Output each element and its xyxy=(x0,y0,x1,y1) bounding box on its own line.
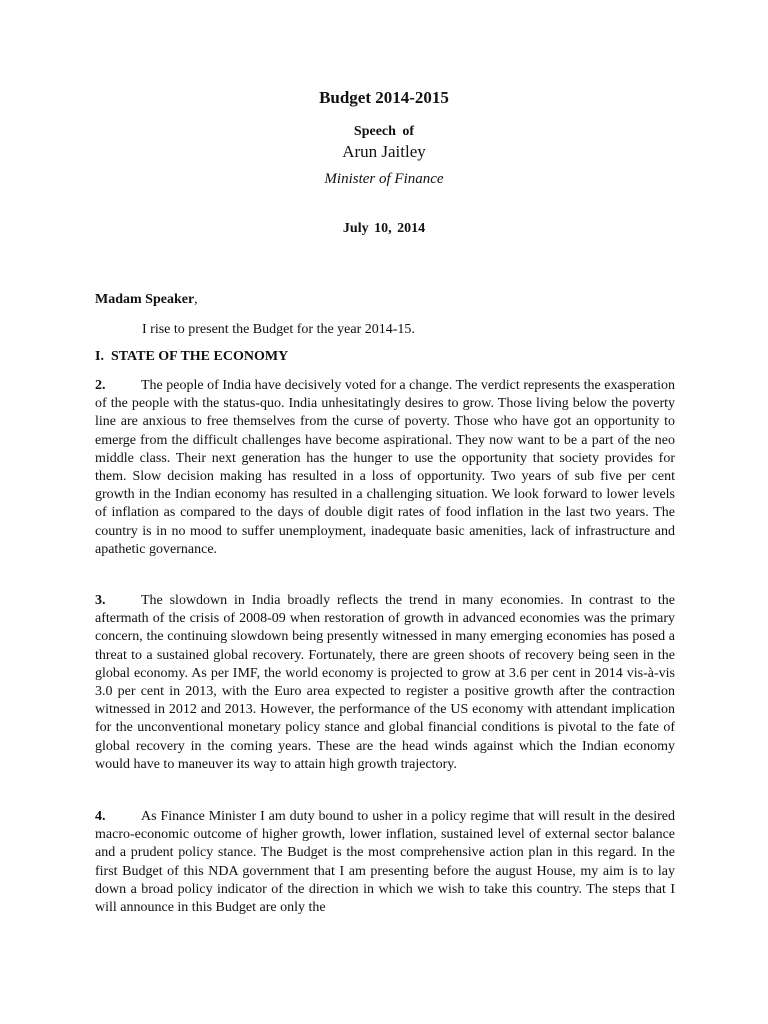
paragraph-4 xyxy=(95,808,675,917)
document-title: Budget 2014-2015 xyxy=(319,88,449,107)
intro-sentence: I rise to present the Budget for the year 2014-15. xyxy=(142,322,415,337)
speaker-role: Minister of Finance xyxy=(324,171,444,187)
paragraph-text: The people of India have decisively voted for a change. The verdict represents the exasperation of the people with the status-quo. India unhesitatingly desires to grow. Those living below the poverty line are anxious to free themselves from the curse of poverty. Those who have got an opportunity to emerge from the difficult challenges have become aspirational. They now want to be a part of the neo middle class. Their next generation has the hunger to use the opportunity that society provides for them. Slow decision making has resulted in a loss of opportunity. Two years of sub five per cent growth in the Indian economy has resulted in a challenging situation. We look forward to lower levels of inflation as compared to the days of double digit rates of food inflation in the last two years. The country is in no mood to suffer unemployment, inadequate basic amenities, lack of infrastructure and apathetic governance. xyxy=(95,378,675,557)
section-heading: I. STATE OF THE ECONOMY xyxy=(95,349,289,364)
speaker-name: Arun Jaitley xyxy=(342,142,426,161)
speech-date: July 10, 2014 xyxy=(342,221,426,236)
salutation-name: Madam Speaker xyxy=(95,292,195,307)
paragraph-number: 3. xyxy=(95,593,106,608)
paragraph-number: 2. xyxy=(95,378,106,393)
paragraph-text: The slowdown in India broadly reflects the trend in many economies. In contrast to the aftermath of the crisis of 2008-09 when restoration of growth in advanced economies was the primary concern, the continuing slowdown being presently witnessed in many emerging economies has posed a threat to a sustained global recovery. Fortunately, there are green shoots of recovery being seen in the global economy. As per IMF, the world economy is projected to grow at 3.6 per cent in 2014 vis-à-vis 3.0 per cent in 2013, with the Euro area expected to register a positive growth after the contraction witnessed in 2012 and 2013. However, the performance of the US economy with attendant implication for the unconventional monetary policy stance and global financial conditions is pivotal to the fate of global recovery in the coming years. These are the head winds against which the Indian economy would have to maneuver its way to attain high growth trajectory. xyxy=(95,593,675,772)
paragraph-2 xyxy=(95,377,675,559)
paragraph-text: As Finance Minister I am duty bound to usher in a policy regime that will result in the desired macro-economic outcome of higher growth, lower inflation, sustained level of external sector balance and a prudent policy stance. The Budget is the most comprehensive action plan in this regard. In the first Budget of this NDA government that I am presenting before the august House, my aim is to lay down a broad policy indicator of the direction in which we wish to take this country. The steps that I will announce in this Budget are only the xyxy=(95,809,675,916)
paragraph-3 xyxy=(95,592,675,774)
salutation-punct: , xyxy=(194,292,198,307)
salutation xyxy=(95,292,198,308)
paragraph-number: 4. xyxy=(95,809,106,824)
speech-of-label: Speech of xyxy=(353,124,415,139)
